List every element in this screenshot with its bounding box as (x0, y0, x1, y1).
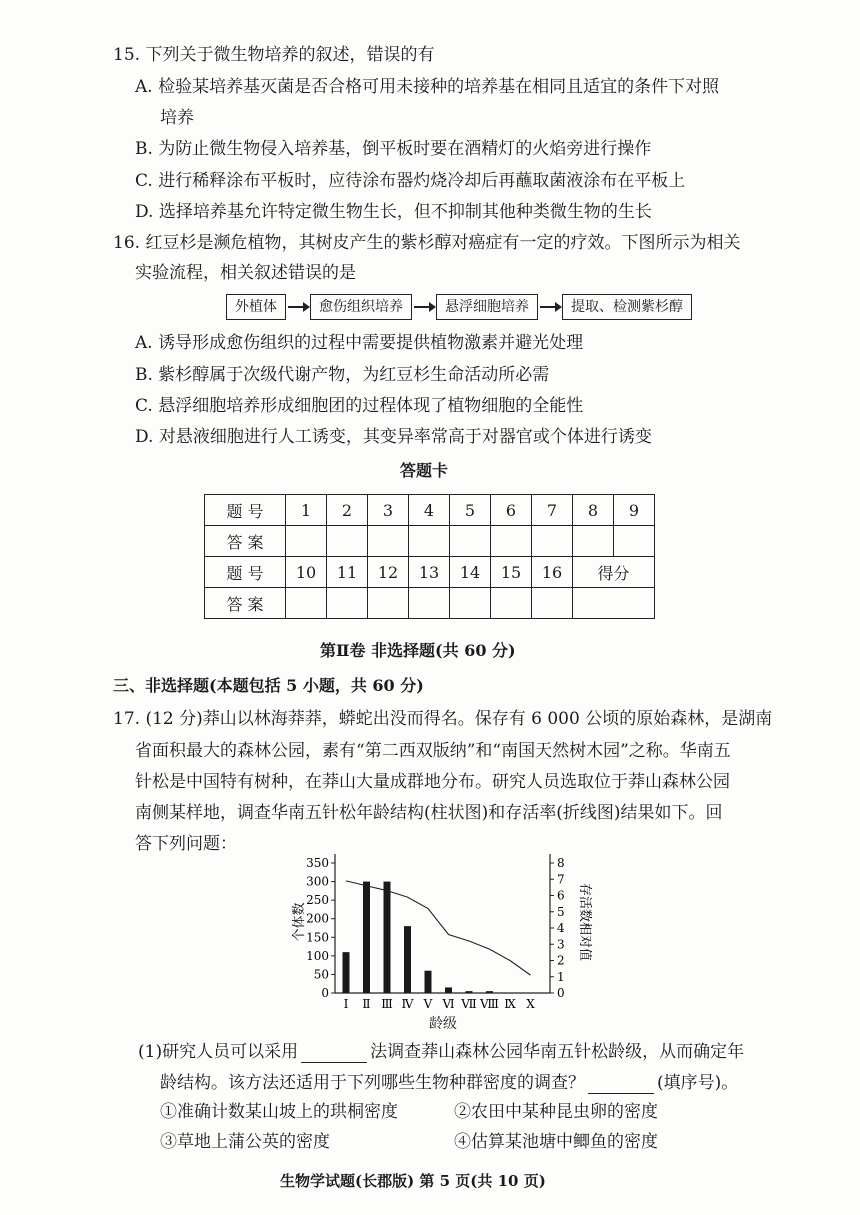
sub1-text-a: (1)研究人员可以采用 (138, 1042, 299, 1062)
q17-sub1-line-2 (160, 1072, 738, 1094)
bar (404, 926, 411, 993)
y-tick-label-right: 7 (557, 872, 565, 887)
answer-card-table (204, 494, 655, 619)
flow-arrow (288, 306, 308, 308)
table-cell-label: 题 号 (205, 495, 286, 526)
x-tick-label: Ⅷ (480, 997, 499, 1011)
answer-cell[interactable] (327, 588, 368, 619)
table-cell-label: 题 号 (205, 557, 286, 588)
sub1-text-d: (填序号)。 (657, 1073, 739, 1093)
y-tick-label-left: 50 (313, 967, 329, 982)
y-tick-label-left: 0 (321, 986, 329, 1000)
y-tick-label-right: 8 (557, 856, 565, 870)
bar (384, 882, 391, 993)
x-tick-label: Ⅶ (461, 997, 477, 1011)
flow-diagram (226, 294, 692, 320)
y-tick-label-left: 250 (306, 893, 329, 908)
answer-cell[interactable] (368, 526, 409, 557)
flow-step-1: 外植体 (226, 294, 286, 320)
table-cell: 10 (286, 557, 327, 588)
page-footer: 生物学试题(长郡版) 第 5 页(共 10 页) (280, 1172, 546, 1190)
score-cell[interactable] (573, 588, 655, 619)
table-cell: 3 (368, 495, 409, 526)
table-cell: 9 (614, 495, 655, 526)
x-tick-label: Ⅵ (442, 997, 455, 1011)
answer-cell[interactable] (368, 588, 409, 619)
bar (466, 991, 473, 993)
x-axis-title: 龄级 (429, 1016, 457, 1032)
score-label-cell: 得分 (573, 557, 655, 588)
table-cell: 11 (327, 557, 368, 588)
table-cell: 15 (491, 557, 532, 588)
table-cell: 8 (573, 495, 614, 526)
y-tick-label-left: 150 (306, 930, 329, 945)
answer-cell[interactable] (532, 588, 573, 619)
q15-option-a: A. 检验某培养基灭菌是否合格可用未接种的培养基在相同且适宜的条件下对照 (135, 77, 720, 97)
answer-cell[interactable] (450, 526, 491, 557)
table-cell: 1 (286, 495, 327, 526)
answer-cell[interactable] (286, 588, 327, 619)
q15-option-b: B. 为防止微生物侵入培养基，倒平板时要在酒精灯的火焰旁进行操作 (135, 139, 652, 159)
table-cell: 6 (491, 495, 532, 526)
y-tick-label-right: 6 (557, 888, 565, 903)
y-axis-title-right: 存活数相对值 (577, 882, 592, 962)
option-1: ①准确计数某山坡上的珙桐密度 (160, 1102, 398, 1122)
q17-sub1-line-1 (138, 1041, 744, 1063)
answer-cell[interactable] (450, 588, 491, 619)
survival-line (346, 881, 531, 975)
table-cell: 5 (450, 495, 491, 526)
sub1-text-b: 法调查莽山森林公园华南五针松龄级，从而确定年 (370, 1042, 745, 1062)
q16-option-b: B. 紫杉醇属于次级代谢产物，为红豆杉生命活动所必需 (135, 365, 550, 385)
table-cell: 16 (532, 557, 573, 588)
table-row (205, 526, 655, 557)
y-tick-label-right: 2 (557, 953, 565, 968)
age-structure-chart (280, 852, 592, 1032)
answer-cell[interactable] (491, 588, 532, 619)
table-cell: 2 (327, 495, 368, 526)
q17-para-5: 答下列问题： (135, 834, 237, 854)
x-tick-label: Ⅲ (381, 997, 393, 1011)
bar (445, 987, 452, 993)
table-row (205, 588, 655, 619)
answer-cell[interactable] (286, 526, 327, 557)
option-3: ③草地上蒲公英的密度 (160, 1132, 330, 1152)
y-tick-label-right: 1 (557, 969, 565, 984)
x-tick-label: Ⅴ (423, 997, 433, 1011)
option-2: ②农田中某种昆虫卵的密度 (454, 1102, 658, 1122)
q15-option-d: D. 选择培养基允许特定微生物生长，但不抑制其他种类微生物的生长 (135, 202, 652, 222)
x-tick-label: Ⅹ (526, 997, 535, 1011)
flow-arrow (414, 306, 434, 308)
q17-para-2: 省面积最大的森林公园，素有“第二西双版纳”和“南国天然树木园”之称。华南五 (135, 741, 731, 761)
y-tick-label-left: 300 (306, 874, 329, 889)
q17-para-4: 南侧某样地，调查华南五针松年龄结构(柱状图)和存活率(折线图)结果如下。回 (135, 803, 723, 823)
answer-card-title: 答题卡 (400, 461, 449, 480)
table-cell: 12 (368, 557, 409, 588)
q16-stem-cont: 实验流程，相关叙述错误的是 (135, 263, 356, 283)
table-cell-label: 答 案 (205, 588, 286, 619)
flow-step-3: 悬浮细胞培养 (436, 294, 538, 320)
y-tick-label-right: 5 (557, 904, 565, 919)
answer-cell[interactable] (491, 526, 532, 557)
table-cell: 7 (532, 495, 573, 526)
q16-option-c: C. 悬浮细胞培养形成细胞团的过程体现了植物细胞的全能性 (135, 396, 584, 416)
y-tick-label-left: 350 (306, 856, 329, 870)
table-cell: 14 (450, 557, 491, 588)
bar (425, 971, 432, 993)
section-2-title: 第Ⅱ卷 非选择题(共 60 分) (320, 641, 516, 660)
q15-option-c: C. 进行稀释涂布平板时，应待涂布器灼烧冷却后再蘸取菌液涂布在平板上 (135, 171, 686, 191)
y-tick-label-right: 3 (557, 937, 565, 952)
answer-blank-1[interactable] (301, 1042, 367, 1063)
q16-option-a: A. 诱导形成愈伤组织的过程中需要提供植物激素并避光处理 (135, 333, 584, 353)
answer-cell[interactable] (327, 526, 368, 557)
table-cell-label: 答 案 (205, 526, 286, 557)
table-row (205, 495, 655, 526)
x-tick-label: Ⅰ (343, 997, 349, 1011)
answer-cell[interactable] (532, 526, 573, 557)
option-4: ④估算某池塘中鲫鱼的密度 (454, 1132, 658, 1152)
q15-stem: 15. 下列关于微生物培养的叙述，错误的有 (113, 45, 435, 65)
q16-stem: 16. 红豆杉是濒危植物，其树皮产生的紫杉醇对癌症有一定的疗效。下图所示为相关 (113, 233, 741, 253)
y-axis-title-left: 个体数 (292, 902, 307, 942)
answer-blank-2[interactable] (588, 1073, 654, 1094)
answer-cell[interactable] (409, 588, 450, 619)
q17-para-3: 针松是中国特有树种，在莽山大量成群地分布。研究人员选取位于莽山森林公园 (135, 772, 730, 792)
bar (343, 952, 350, 993)
bar (486, 991, 493, 993)
x-tick-label: Ⅱ (362, 997, 371, 1011)
sub1-text-c: 龄结构。该方法还适用于下列哪些生物种群密度的调查？ (160, 1073, 585, 1093)
flow-step-2: 愈伤组织培养 (310, 294, 412, 320)
x-tick-label: Ⅳ (401, 997, 414, 1011)
answer-cell[interactable] (614, 526, 655, 557)
x-tick-label: Ⅸ (504, 997, 516, 1011)
flow-step-4: 提取、检测紫杉醇 (562, 294, 692, 320)
answer-cell[interactable] (573, 526, 614, 557)
q17-para-1: 17. (12 分)莽山以林海莽莽，蟒蛇出没而得名。保存有 6 000 公顷的原始森林，是湖南 (113, 709, 773, 729)
table-cell: 13 (409, 557, 450, 588)
table-cell: 4 (409, 495, 450, 526)
y-tick-label-left: 200 (306, 911, 329, 926)
y-tick-label-left: 100 (306, 948, 329, 963)
bar (363, 882, 370, 993)
y-tick-label-right: 4 (557, 921, 565, 935)
flow-arrow (540, 306, 560, 308)
q16-option-d: D. 对悬液细胞进行人工诱变，其变异率常高于对器官或个体进行诱变 (135, 427, 652, 447)
table-row (205, 557, 655, 588)
answer-cell[interactable] (409, 526, 450, 557)
y-tick-label-right: 0 (557, 986, 565, 1000)
section-3-title: 三、非选择题(本题包括 5 小题，共 60 分) (113, 676, 424, 695)
q15-option-a-cont: 培养 (160, 108, 194, 128)
